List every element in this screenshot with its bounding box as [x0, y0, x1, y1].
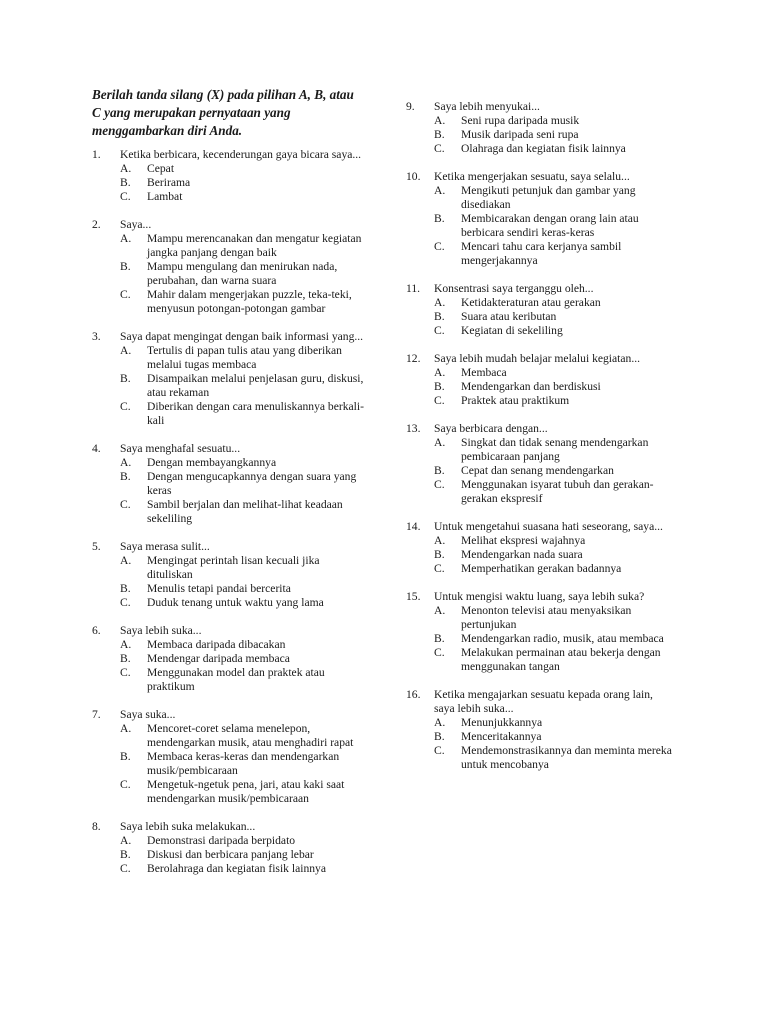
question-text: Saya merasa sulit... — [120, 540, 210, 553]
answer-option-b[interactable] — [406, 464, 676, 478]
question-stem — [92, 820, 364, 834]
option-letter: A. — [120, 344, 132, 357]
answer-option-b[interactable] — [92, 848, 364, 862]
answer-option-b[interactable] — [406, 380, 676, 394]
option-letter: C. — [434, 478, 445, 491]
option-text: Mendengar daripada membaca — [147, 652, 290, 665]
question-stem — [406, 170, 676, 184]
answer-option-a[interactable] — [92, 638, 364, 652]
question-number: 14. — [406, 520, 421, 533]
option-text: Mendemonstrasikannya dan meminta mereka untuk mencobanya — [461, 744, 672, 771]
answer-option-a[interactable] — [406, 366, 676, 380]
option-letter: A. — [434, 366, 446, 379]
question-text: Saya... — [120, 218, 152, 231]
answer-option-a[interactable] — [92, 834, 364, 848]
option-text: Melakukan permainan atau bekerja dengan menggunakan tangan — [461, 646, 661, 673]
option-letter: A. — [120, 722, 132, 735]
question-number: 5. — [92, 540, 101, 553]
question-number: 3. — [92, 330, 101, 343]
option-letter: B. — [434, 730, 445, 743]
option-text: Mampu mengulang dan menirukan nada, perubahan, dan warna suara — [147, 260, 338, 287]
option-letter: C. — [434, 240, 445, 253]
question-stem — [406, 590, 676, 604]
question-10 — [406, 170, 676, 268]
question-number: 10. — [406, 170, 421, 183]
question-2 — [92, 218, 364, 316]
question-7 — [92, 708, 364, 806]
option-letter: B. — [434, 128, 445, 141]
answer-option-b[interactable] — [92, 652, 364, 666]
question-text: Saya lebih suka... — [120, 624, 202, 637]
question-text: Saya berbicara dengan... — [434, 422, 548, 435]
question-16 — [406, 688, 676, 772]
question-stem — [92, 218, 364, 232]
question-text: Untuk mengetahui suasana hati seseorang, saya... — [434, 520, 663, 533]
answer-option-b[interactable] — [406, 128, 676, 142]
answer-option-a[interactable] — [406, 604, 676, 632]
answer-option-b[interactable] — [406, 548, 676, 562]
option-text: Mengetuk-ngetuk pena, jari, atau kaki saat mendengarkan musik/pembicaraan — [147, 778, 345, 805]
answer-option-b[interactable] — [92, 372, 364, 400]
answer-option-c[interactable] — [406, 744, 676, 772]
question-number: 9. — [406, 100, 415, 113]
option-letter: A. — [434, 114, 446, 127]
answer-option-c[interactable] — [92, 666, 364, 694]
option-text: Lambat — [147, 190, 183, 203]
question-stem — [406, 688, 676, 716]
option-text: Mendengarkan nada suara — [461, 548, 583, 561]
question-stem — [92, 624, 364, 638]
answer-option-b[interactable] — [92, 470, 364, 498]
answer-option-b[interactable] — [92, 750, 364, 778]
question-text: Saya dapat mengingat dengan baik informasi yang... — [120, 330, 364, 343]
option-letter: B. — [434, 548, 445, 561]
question-8 — [92, 820, 364, 876]
question-stem — [406, 422, 676, 436]
option-text: Singkat dan tidak senang mendengarkan pembicaraan panjang — [461, 436, 649, 463]
option-text: Ketidakteraturan atau gerakan — [461, 296, 601, 309]
option-letter: B. — [434, 380, 445, 393]
answer-option-a[interactable] — [406, 184, 676, 212]
option-text: Mahir dalam mengerjakan puzzle, teka-teki, menyusun potongan-potongan gambar — [147, 288, 352, 315]
option-text: Mencari tahu cara kerjanya sambil mengerjakannya — [461, 240, 622, 267]
option-text: Mencoret-coret selama menelepon, mendengarkan musik, atau menghadiri rapat — [147, 722, 354, 749]
option-text: Berolahraga dan kegiatan fisik lainnya — [147, 862, 326, 875]
option-text: Musik daripada seni rupa — [461, 128, 579, 141]
option-letter: A. — [120, 554, 132, 567]
answer-option-c[interactable] — [406, 240, 676, 268]
option-text: Duduk tenang untuk waktu yang lama — [147, 596, 324, 609]
option-letter: C. — [434, 562, 445, 575]
option-letter: A. — [434, 534, 446, 547]
option-text: Diskusi dan berbicara panjang lebar — [147, 848, 314, 861]
option-text: Mendengarkan radio, musik, atau membaca — [461, 632, 664, 645]
answer-option-a[interactable] — [92, 722, 364, 750]
question-14 — [406, 520, 676, 576]
question-number: 2. — [92, 218, 101, 231]
answer-option-c[interactable] — [92, 862, 364, 876]
answer-option-c[interactable] — [406, 142, 676, 156]
option-text: Membicarakan dengan orang lain atau berbicara sendiri keras-keras — [461, 212, 639, 239]
option-text: Demonstrasi daripada berpidato — [147, 834, 296, 847]
option-letter: C. — [120, 778, 131, 791]
option-text: Menggunakan model dan praktek atau praktikum — [147, 666, 325, 693]
option-letter: C. — [434, 142, 445, 155]
question-number: 16. — [406, 688, 421, 701]
question-number: 12. — [406, 352, 421, 365]
option-text: Membaca keras-keras dan mendengarkan musik/pembicaraan — [147, 750, 340, 777]
question-15 — [406, 590, 676, 674]
option-letter: A. — [120, 638, 132, 651]
question-6 — [92, 624, 364, 694]
answer-option-c[interactable] — [406, 562, 676, 576]
question-number: 8. — [92, 820, 101, 833]
question-12 — [406, 352, 676, 408]
answer-option-c[interactable] — [92, 190, 364, 204]
answer-option-a[interactable] — [92, 456, 364, 470]
option-text: Seni rupa daripada musik — [461, 114, 580, 127]
question-number: 4. — [92, 442, 101, 455]
option-letter: B. — [434, 212, 445, 225]
question-text: Ketika berbicara, kecenderungan gaya bicara saya... — [120, 148, 362, 161]
option-text: Mampu merencanakan dan mengatur kegiatan jangka panjang dengan baik — [147, 232, 362, 259]
answer-option-c[interactable] — [406, 646, 676, 674]
option-letter: A. — [434, 184, 446, 197]
left-column — [92, 86, 364, 890]
question-stem — [406, 352, 676, 366]
option-letter: C. — [120, 862, 131, 875]
question-text: Ketika mengajarkan sesuatu kepada orang lain, saya lebih suka... — [434, 688, 653, 715]
answer-option-a[interactable] — [406, 296, 676, 310]
option-letter: B. — [120, 652, 131, 665]
option-text: Kegiatan di sekeliling — [461, 324, 563, 337]
answer-option-a[interactable] — [92, 162, 364, 176]
option-letter: C. — [120, 596, 131, 609]
option-text: Praktek atau praktikum — [461, 394, 570, 407]
option-text: Cepat dan senang mendengarkan — [461, 464, 614, 477]
question-3 — [92, 330, 364, 428]
option-letter: A. — [120, 834, 132, 847]
option-text: Menggunakan isyarat tubuh dan gerakan-gerakan ekspresif — [461, 478, 654, 505]
option-letter: B. — [434, 632, 445, 645]
question-stem — [92, 540, 364, 554]
option-letter: C. — [434, 324, 445, 337]
question-number: 1. — [92, 148, 101, 161]
question-number: 7. — [92, 708, 101, 721]
option-text: Mengikuti petunjuk dan gambar yang disediakan — [461, 184, 636, 211]
option-text: Membaca daripada dibacakan — [147, 638, 286, 651]
question-number: 15. — [406, 590, 421, 603]
option-letter: A. — [434, 296, 446, 309]
option-letter: B. — [434, 310, 445, 323]
option-letter: B. — [434, 464, 445, 477]
option-text: Membaca — [461, 366, 507, 379]
question-text: Untuk mengisi waktu luang, saya lebih suka? — [434, 590, 645, 603]
question-text: Saya lebih mudah belajar melalui kegiatan... — [434, 352, 641, 365]
option-text: Menulis tetapi pandai bercerita — [147, 582, 291, 595]
option-letter: B. — [120, 260, 131, 273]
answer-option-a[interactable] — [92, 344, 364, 372]
option-letter: C. — [434, 744, 445, 757]
right-column — [406, 100, 676, 786]
option-text: Mengingat perintah lisan kecuali jika dituliskan — [147, 554, 320, 581]
option-text: Tertulis di papan tulis atau yang diberikan melalui tugas membaca — [147, 344, 342, 371]
option-text: Suara atau keributan — [461, 310, 557, 323]
question-stem — [406, 100, 676, 114]
question-9 — [406, 100, 676, 156]
option-letter: B. — [120, 750, 131, 763]
option-letter: B. — [120, 372, 131, 385]
option-letter: C. — [120, 498, 131, 511]
answer-option-a[interactable] — [406, 534, 676, 548]
question-number: 6. — [92, 624, 101, 637]
answer-option-c[interactable] — [406, 478, 676, 506]
option-letter: C. — [434, 394, 445, 407]
option-letter: A. — [120, 162, 132, 175]
option-text: Olahraga dan kegiatan fisik lainnya — [461, 142, 626, 155]
option-text: Mendengarkan dan berdiskusi — [461, 380, 601, 393]
option-text: Memperhatikan gerakan badannya — [461, 562, 622, 575]
option-text: Menonton televisi atau menyaksikan pertunjukan — [461, 604, 632, 631]
option-text: Melihat ekspresi wajahnya — [461, 534, 586, 547]
option-letter: C. — [120, 666, 131, 679]
option-text: Dengan mengucapkannya dengan suara yang keras — [147, 470, 357, 497]
option-letter: A. — [120, 456, 132, 469]
question-text: Ketika mengerjakan sesuatu, saya selalu... — [434, 170, 630, 183]
answer-option-b[interactable] — [92, 260, 364, 288]
question-stem — [92, 708, 364, 722]
question-5 — [92, 540, 364, 610]
option-letter: B. — [120, 176, 131, 189]
answer-option-c[interactable] — [92, 596, 364, 610]
answer-option-c[interactable] — [406, 394, 676, 408]
answer-option-b[interactable] — [92, 582, 364, 596]
option-text: Cepat — [147, 162, 175, 175]
question-11 — [406, 282, 676, 338]
instruction-text: Berilah tanda silang (X) pada pilihan A, B, atau C yang merupakan pernyataan yang menggambarkan diri Anda. — [92, 87, 354, 138]
option-letter: A. — [120, 232, 132, 245]
answer-option-b[interactable] — [406, 212, 676, 240]
answer-option-c[interactable] — [92, 288, 364, 316]
question-number: 13. — [406, 422, 421, 435]
question-text: Saya menghafal sesuatu... — [120, 442, 241, 455]
answer-option-b[interactable] — [406, 632, 676, 646]
question-text: Saya lebih menyukai... — [434, 100, 540, 113]
answer-option-a[interactable] — [92, 554, 364, 582]
question-1 — [92, 148, 364, 204]
answer-option-a[interactable] — [92, 232, 364, 260]
question-stem — [92, 330, 364, 344]
option-letter: A. — [434, 716, 446, 729]
question-stem — [406, 520, 676, 534]
question-number: 11. — [406, 282, 421, 295]
question-stem — [92, 148, 364, 162]
question-stem — [92, 442, 364, 456]
answer-option-a[interactable] — [406, 716, 676, 730]
option-letter: C. — [434, 646, 445, 659]
answer-option-a[interactable] — [406, 436, 676, 464]
answer-option-b[interactable] — [406, 730, 676, 744]
question-text: Konsentrasi saya terganggu oleh... — [434, 282, 594, 295]
answer-option-c[interactable] — [406, 324, 676, 338]
answer-option-a[interactable] — [406, 114, 676, 128]
answer-option-c[interactable] — [92, 778, 364, 806]
option-text: Sambil berjalan dan melihat-lihat keadaan sekeliling — [147, 498, 343, 525]
question-list-right — [406, 100, 676, 772]
option-letter: B. — [120, 582, 131, 595]
answer-option-c[interactable] — [92, 498, 364, 526]
question-stem — [406, 282, 676, 296]
option-letter: A. — [434, 604, 446, 617]
option-letter: B. — [120, 848, 131, 861]
option-text: Menceritakannya — [461, 730, 542, 743]
option-text: Dengan membayangkannya — [147, 456, 277, 469]
question-text: Saya lebih suka melakukan... — [120, 820, 256, 833]
answer-option-b[interactable] — [92, 176, 364, 190]
option-letter: C. — [120, 190, 131, 203]
question-4 — [92, 442, 364, 526]
answer-option-c[interactable] — [92, 400, 364, 428]
question-text: Saya suka... — [120, 708, 176, 721]
option-letter: C. — [120, 288, 131, 301]
option-letter: C. — [120, 400, 131, 413]
option-text: Menunjukkannya — [461, 716, 543, 729]
option-text: Disampaikan melalui penjelasan guru, diskusi, atau rekaman — [147, 372, 364, 399]
option-letter: A. — [434, 436, 446, 449]
answer-option-b[interactable] — [406, 310, 676, 324]
option-text: Berirama — [147, 176, 191, 189]
option-text: Diberikan dengan cara menuliskannya berkali-kali — [147, 400, 364, 427]
option-letter: B. — [120, 470, 131, 483]
question-13 — [406, 422, 676, 506]
question-list-left — [92, 148, 364, 876]
